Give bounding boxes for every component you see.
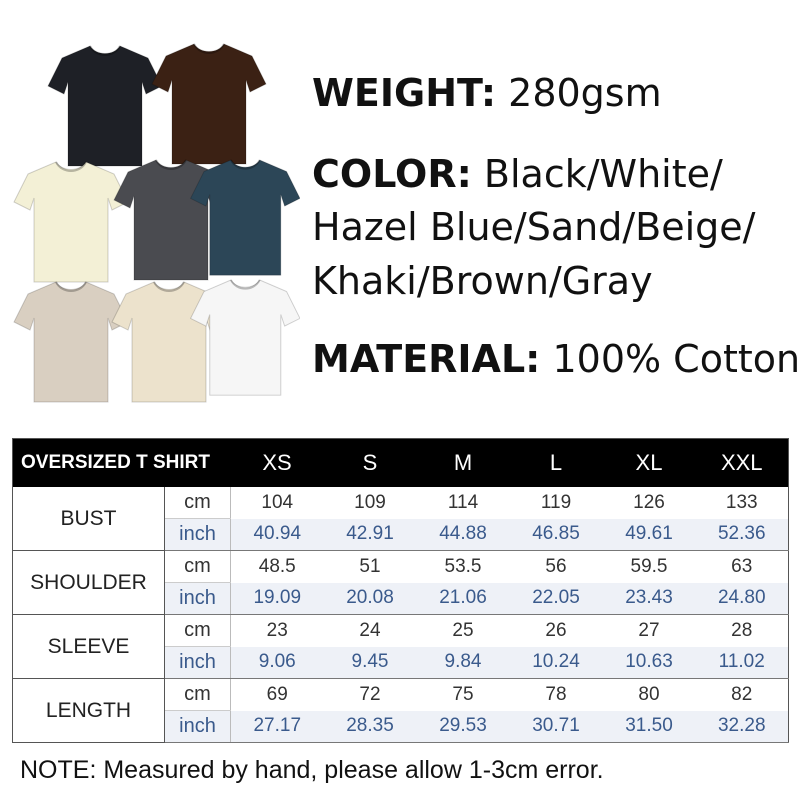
table-row [13,679,789,711]
value-cell: 9.84 [417,647,510,679]
size-header-xl: XL [603,439,696,488]
value-cell: 82 [696,679,789,711]
value-cell: 72 [324,679,417,711]
unit-cm: cm [165,679,231,711]
value-cell: 11.02 [696,647,789,679]
value-cell: 24.80 [696,583,789,615]
value-cell: 80 [603,679,696,711]
measurement-label-bust: BUST [13,487,165,551]
measurement-label-length: LENGTH [13,679,165,743]
weight-label: WEIGHT: [312,71,497,115]
unit-cm: cm [165,551,231,583]
value-cell: 114 [417,487,510,519]
value-cell: 56 [510,551,603,583]
material-value: 100% Cotton [552,337,800,381]
measurement-note: NOTE: Measured by hand, please allow 1-3cm error. [20,756,604,784]
size-header-xxl: XXL [696,439,789,488]
size-header-l: L [510,439,603,488]
tshirt-khaki [14,282,128,402]
size-header-m: M [417,439,510,488]
table-title: OVERSIZED T SHIRT [13,439,231,488]
table-row [13,615,789,647]
value-cell: 9.06 [231,647,324,679]
material-label: MATERIAL: [312,337,541,381]
value-cell: 10.63 [603,647,696,679]
value-cell: 26 [510,615,603,647]
value-cell: 28.35 [324,711,417,743]
unit-cm: cm [165,487,231,519]
material-spec [312,337,800,381]
weight-spec [312,71,662,115]
value-cell: 19.09 [231,583,324,615]
table-row [13,487,789,519]
size-header-s: S [324,439,417,488]
size-chart-table [12,438,789,743]
measurement-label-sleeve: SLEEVE [13,615,165,679]
unit-inch: inch [165,519,231,551]
size-header-xs: XS [231,439,324,488]
unit-inch: inch [165,583,231,615]
value-cell: 22.05 [510,583,603,615]
color-spec [312,152,723,196]
value-cell: 49.61 [603,519,696,551]
size-header-row [13,439,789,488]
unit-inch: inch [165,711,231,743]
value-cell: 104 [231,487,324,519]
color-value-line3: Khaki/Brown/Gray [312,259,653,303]
value-cell: 59.5 [603,551,696,583]
value-cell: 42.91 [324,519,417,551]
value-cell: 10.24 [510,647,603,679]
value-cell: 40.94 [231,519,324,551]
value-cell: 44.88 [417,519,510,551]
unit-inch: inch [165,647,231,679]
tshirt-color-collage [0,0,300,420]
value-cell: 23 [231,615,324,647]
value-cell: 126 [603,487,696,519]
tshirt-collage-svg [0,0,300,420]
value-cell: 9.45 [324,647,417,679]
value-cell: 53.5 [417,551,510,583]
value-cell: 27 [603,615,696,647]
tshirt-brown [152,44,266,164]
value-cell: 31.50 [603,711,696,743]
tshirt-white [191,280,300,395]
value-cell: 133 [696,487,789,519]
value-cell: 32.28 [696,711,789,743]
color-spec-line3 [312,259,653,303]
color-label: COLOR: [312,152,472,196]
table-row [13,551,789,583]
value-cell: 51 [324,551,417,583]
tshirt-sand [14,162,128,282]
value-cell: 109 [324,487,417,519]
value-cell: 30.71 [510,711,603,743]
value-cell: 78 [510,679,603,711]
color-value-line1: Black/White/ [483,152,723,196]
tshirt-black [48,46,162,166]
value-cell: 27.17 [231,711,324,743]
value-cell: 24 [324,615,417,647]
measurement-label-shoulder: SHOULDER [13,551,165,615]
value-cell: 48.5 [231,551,324,583]
value-cell: 46.85 [510,519,603,551]
value-cell: 69 [231,679,324,711]
value-cell: 21.06 [417,583,510,615]
value-cell: 25 [417,615,510,647]
value-cell: 20.08 [324,583,417,615]
value-cell: 29.53 [417,711,510,743]
unit-cm: cm [165,615,231,647]
value-cell: 28 [696,615,789,647]
color-spec-line2 [312,205,756,249]
value-cell: 119 [510,487,603,519]
value-cell: 23.43 [603,583,696,615]
weight-value: 280gsm [508,71,662,115]
value-cell: 63 [696,551,789,583]
value-cell: 75 [417,679,510,711]
color-value-line2: Hazel Blue/Sand/Beige/ [312,205,756,249]
value-cell: 52.36 [696,519,789,551]
